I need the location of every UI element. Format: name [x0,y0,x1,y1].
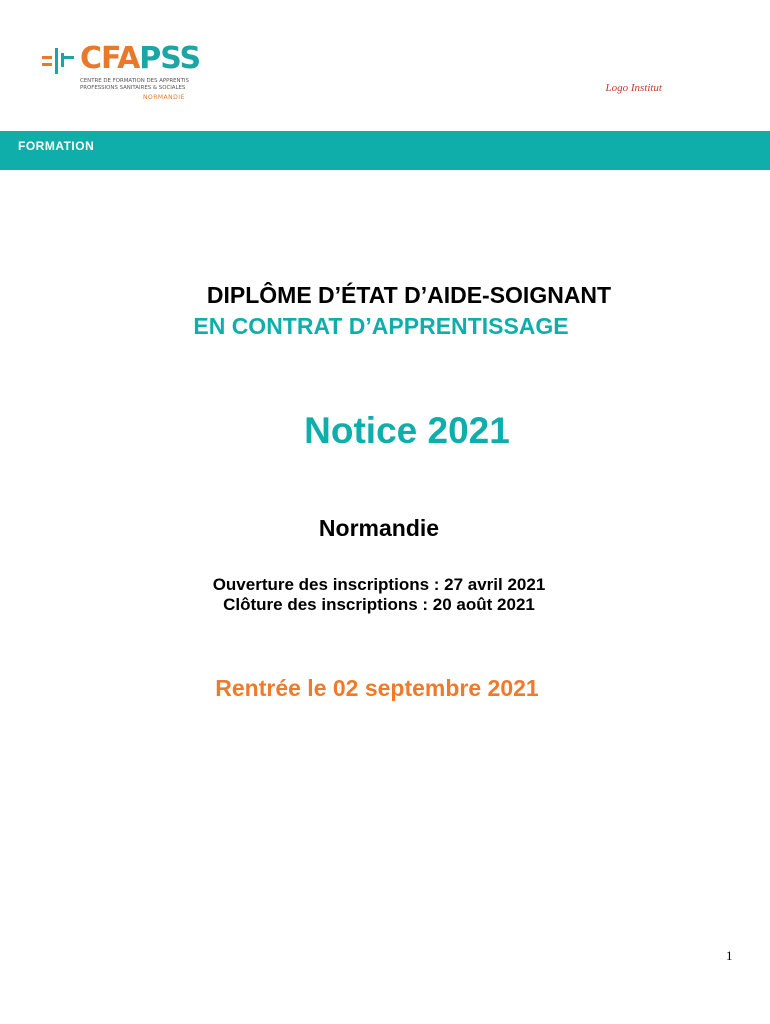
region-heading: Normandie [318,515,440,541]
logo-wordmark [80,42,200,76]
logo-subtitle: CENTRE DE FORMATION DES APPRENTIS PROFESSIONS SANITAIRES & SOCIALES [80,78,189,91]
cross-mark-icon [40,44,80,80]
notice-heading: Notice 2021 [304,410,510,451]
page-number: 1 [726,948,733,963]
logo-wordmark-cfa: CFA [80,41,140,76]
logo-region: NORMANDIE [143,94,185,101]
document-title: DIPLÔME D’ÉTAT D’AIDE-SOIGNANT [206,282,612,308]
document-subtitle: EN CONTRAT D’APPRENTISSAGE [193,313,569,339]
banner-label: FORMATION [18,139,95,153]
cfapss-logo [40,41,220,104]
logo-institut-placeholder: Logo Institut [605,82,662,94]
logo-wordmark-pss: PSS [139,41,201,76]
formation-banner [0,131,770,170]
start-date: Rentrée le 02 septembre 2021 [215,675,539,701]
registration-closing: Clôture des inscriptions : 20 août 2021 [223,595,535,614]
registration-dates [0,575,764,615]
registration-opening: Ouverture des inscriptions : 27 avril 2021 [212,575,546,594]
